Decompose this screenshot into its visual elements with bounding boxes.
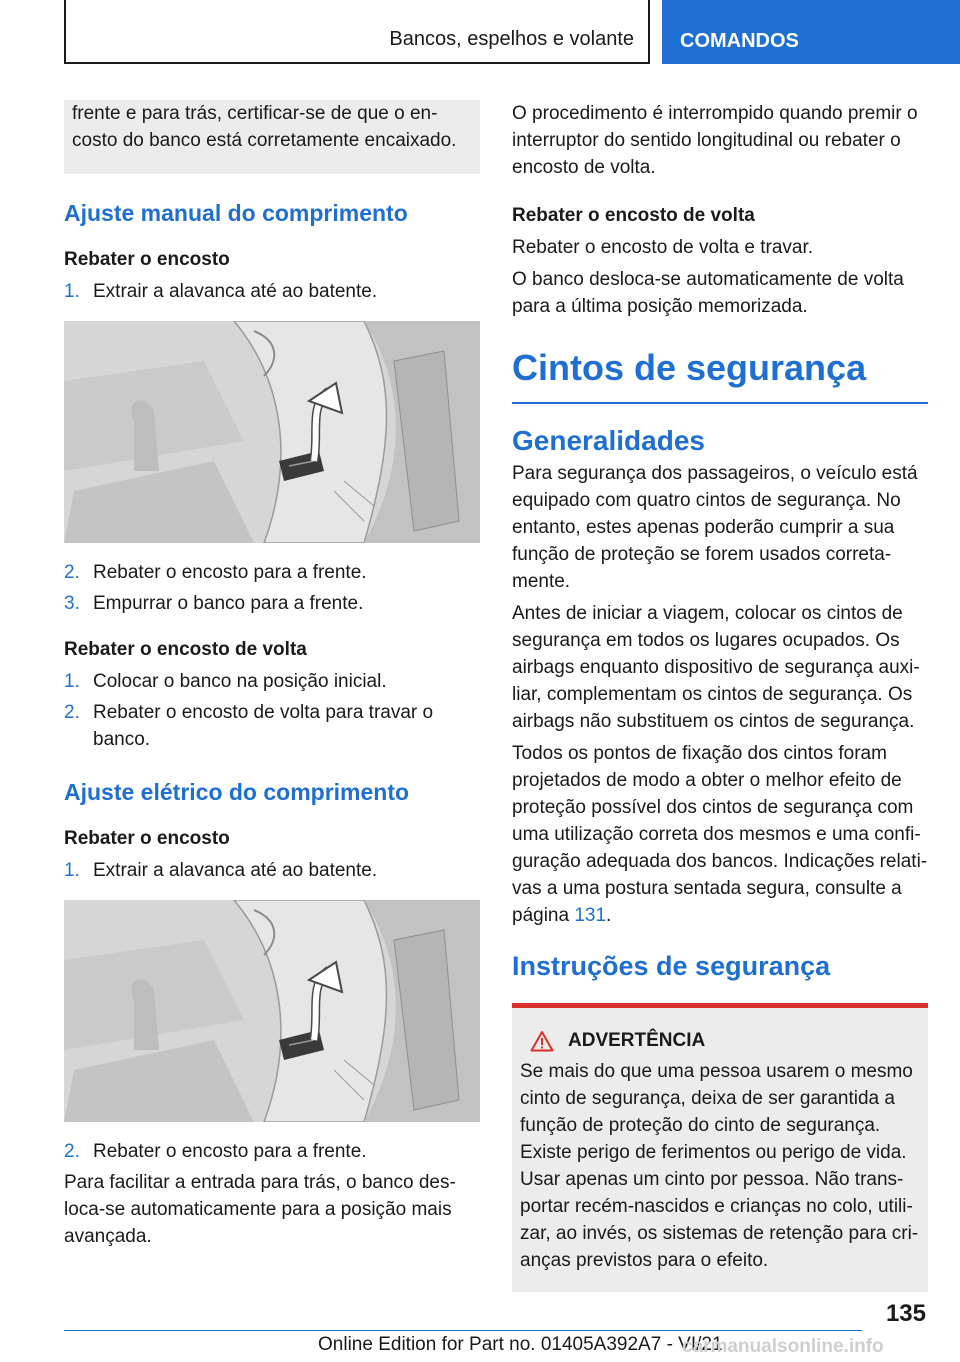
header-section-box: [64, 0, 650, 64]
list-item: 3. Empurrar o banco para a frente.: [64, 593, 364, 614]
header-chapter-label: COMANDOS: [680, 30, 799, 52]
para-general-1: Para segurança dos passageiros, o veículo está equipado com quatro cintos de segurança. No entanto, estes apenas poderão cumprir a sua função de proteção se forem usados correta- mente.: [512, 463, 918, 592]
para-general-3: Todos os pontos de fixação dos cintos foram projetados de modo a obter o melhor efeito de proteção possível dos cintos de segurança com uma utilização correta dos mesmos e uma confi- guração adequada dos bancos. Indicações relati- vas a uma postura sentada segura, consulte a página 131.: [512, 743, 928, 926]
steps-list-a: [64, 278, 480, 305]
warning-header: [520, 1030, 920, 1052]
para-interrupt: O procedimento é interrompido quando premir o interruptor do sentido longitudinal ou rebater o encosto de volta.: [512, 103, 918, 178]
watermark: carmanualsonline.info: [682, 1336, 884, 1357]
continued-note-box: [64, 100, 480, 174]
heading-safety-instructions: Instruções de segurança: [512, 951, 831, 981]
para-general-2: Antes de iniciar a viagem, colocar os cintos de segurança em todos os lugares ocupados. Os airbags enquanto dispositivo de segurança auxi- liar, complementam os cintos de segurança. Os airbags não substituem os cintos de segurança.: [512, 603, 920, 732]
steps-list-b: [64, 559, 480, 617]
heading-seatbelts: Cintos de segurança: [512, 347, 867, 388]
steps-list-d: [64, 857, 480, 884]
warning-box: [512, 1008, 928, 1292]
header-chapter-tab: [662, 0, 960, 64]
seat-illustration-1: [64, 321, 480, 543]
left-column: [64, 100, 480, 1250]
para-entry: Para facilitar a entrada para trás, o banco des- loca-se automaticamente para a posição mais avançada.: [64, 1172, 456, 1247]
warning-text: Se mais do que uma pessoa usarem o mesmo cinto de segurança, deixa de ser garantida a função de proteção do cinto de segurança. Existe perigo de ferimentos ou perigo de vida. Usar apenas um cinto por pessoa. Não trans- portar recém-nascidos e crianças no colo, utili- zar, ao invés, os sistemas de retenção para cri- anças previstos para o efeito.: [520, 1061, 919, 1271]
footer-edition: Online Edition for Part no. 01405A392A7 - VI/21: [318, 1334, 723, 1355]
heading-manual-adjust: Ajuste manual do comprimento: [64, 200, 408, 226]
list-item: 1. Colocar o banco na posição inicial.: [64, 671, 387, 692]
list-item: 2. Rebater o encosto de volta para travar o banco.: [64, 702, 434, 750]
steps-list-c: [64, 668, 480, 753]
seat-illustration-2: [64, 900, 480, 1122]
warning-title: ADVERTÊNCIA: [568, 1030, 706, 1051]
page-reference-link[interactable]: 131: [574, 905, 607, 926]
heading-rule: [512, 402, 928, 404]
right-column: [512, 100, 928, 1292]
subheading-fold-backrest: Rebater o encosto: [64, 249, 230, 270]
steps-list-e: [64, 1138, 480, 1165]
list-item: 1. Extrair a alavanca até ao batente.: [64, 860, 378, 881]
para-back-a: Rebater o encosto de volta e travar.: [512, 237, 814, 258]
page-number: 135: [885, 1300, 926, 1327]
heading-general: Generalidades: [512, 425, 705, 456]
footer-rule: [64, 1330, 862, 1331]
list-item: 2. Rebater o encosto para a frente.: [64, 562, 367, 583]
subheading-fold-back: Rebater o encosto de volta: [64, 639, 307, 660]
warning-triangle-icon: [530, 1030, 554, 1052]
subheading-fold-backrest-2: Rebater o encosto: [64, 828, 230, 849]
list-item: 2. Rebater o encosto para a frente.: [64, 1141, 367, 1162]
subheading-fold-back-2: Rebater o encosto de volta: [512, 205, 755, 226]
continued-note-text: frente e para trás, certificar-se de que o en- costo do banco está corretamente encaixado.: [72, 103, 457, 151]
para-back-b: O banco desloca-se automaticamente de volta para a última posição memorizada.: [512, 269, 904, 317]
header-section-title: Bancos, espelhos e volante: [389, 28, 634, 50]
list-item: 1. Extrair a alavanca até ao batente.: [64, 281, 378, 302]
heading-electric-adjust: Ajuste elétrico do comprimento: [64, 779, 410, 805]
